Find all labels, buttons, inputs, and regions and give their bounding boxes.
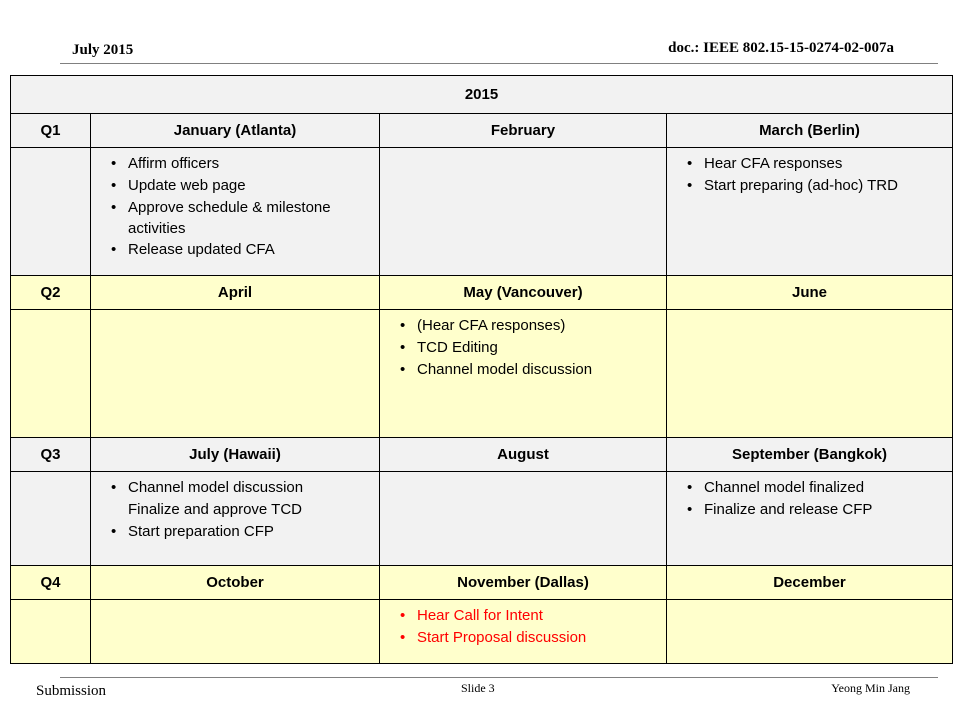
task-item: • Channel model discussion — [400, 359, 660, 381]
q3-month-1: July (Hawaii) — [91, 438, 380, 472]
q3-month-3: September (Bangkok) — [667, 438, 953, 472]
footer-submission: Submission — [36, 683, 107, 699]
q4-tasks-row — [11, 600, 953, 664]
task-item: • Channel model discussion — [111, 477, 373, 499]
q1-month-2: February — [380, 114, 667, 148]
q2-label: Q2 — [11, 276, 91, 310]
q4-label: Q4 — [11, 566, 91, 600]
task-item: • (Hear CFA responses) — [400, 315, 660, 337]
q3-month-3-tasks — [667, 472, 953, 566]
q3-month-2: August — [380, 438, 667, 472]
q2-month-1: April — [91, 276, 380, 310]
header-divider — [60, 63, 938, 64]
q3-month-1-tasks — [91, 472, 380, 566]
q2-month-3-tasks — [667, 310, 953, 438]
year-row — [11, 76, 953, 114]
header-date: July 2015 — [72, 42, 134, 58]
q3-header-row — [11, 438, 953, 472]
header-doc-id: doc.: IEEE 802.15-15-0274-02-007a — [668, 40, 894, 56]
q4-month-3: December — [667, 566, 953, 600]
task-item: • Update web page — [111, 175, 373, 197]
q4-month-3-tasks — [667, 600, 953, 664]
q1-month-1: January (Atlanta) — [91, 114, 380, 148]
footer-slide-number: Slide 3 — [461, 681, 495, 695]
q1-tasks-row — [11, 148, 953, 276]
q4-month-1: October — [91, 566, 380, 600]
q1-month-3-tasks — [667, 148, 953, 276]
q2-month-3: June — [667, 276, 953, 310]
footer-author: Yeong Min Jang — [831, 681, 910, 695]
q3-label: Q3 — [11, 438, 91, 472]
q2-month-2-tasks — [380, 310, 667, 438]
q1-label: Q1 — [11, 114, 91, 148]
q4-month-2: November (Dallas) — [380, 566, 667, 600]
q2-month-2: May (Vancouver) — [380, 276, 667, 310]
task-item: • Start preparation CFP — [111, 521, 373, 543]
q2-tasks-row — [11, 310, 953, 438]
q2-month-1-tasks — [91, 310, 380, 438]
q3-empty-cell — [11, 472, 91, 566]
task-continuation: Finalize and approve TCD — [128, 501, 302, 518]
schedule-table — [10, 75, 953, 664]
footer-divider — [60, 677, 938, 678]
year-header: 2015 — [11, 76, 953, 114]
task-item: • Release updated CFA — [111, 239, 373, 261]
task-item: • Start preparing (ad-hoc) TRD — [687, 175, 946, 196]
q4-header-row — [11, 566, 953, 600]
q1-empty-cell — [11, 148, 91, 276]
q1-month-1-tasks — [91, 148, 380, 276]
task-item: • Channel model finalized — [687, 477, 946, 499]
task-item: • Finalize and release CFP — [687, 499, 946, 521]
task-item: • Approve schedule & milestone activities — [111, 197, 373, 239]
q2-empty-cell — [11, 310, 91, 438]
q1-month-3: March (Berlin) — [667, 114, 953, 148]
q4-empty-cell — [11, 600, 91, 664]
task-item: • Start Proposal discussion — [400, 627, 660, 649]
q3-tasks-row — [11, 472, 953, 566]
q2-header-row — [11, 276, 953, 310]
q4-month-1-tasks — [91, 600, 380, 664]
q1-header-row — [11, 114, 953, 148]
q3-month-2-tasks — [380, 472, 667, 566]
task-item: • Hear CFA responses — [687, 153, 946, 175]
task-item: • Affirm officers — [111, 153, 373, 175]
task-item: • Hear Call for Intent — [400, 605, 660, 627]
task-item: • TCD Editing — [400, 337, 660, 359]
q4-month-2-tasks — [380, 600, 667, 664]
q1-month-2-tasks — [380, 148, 667, 276]
